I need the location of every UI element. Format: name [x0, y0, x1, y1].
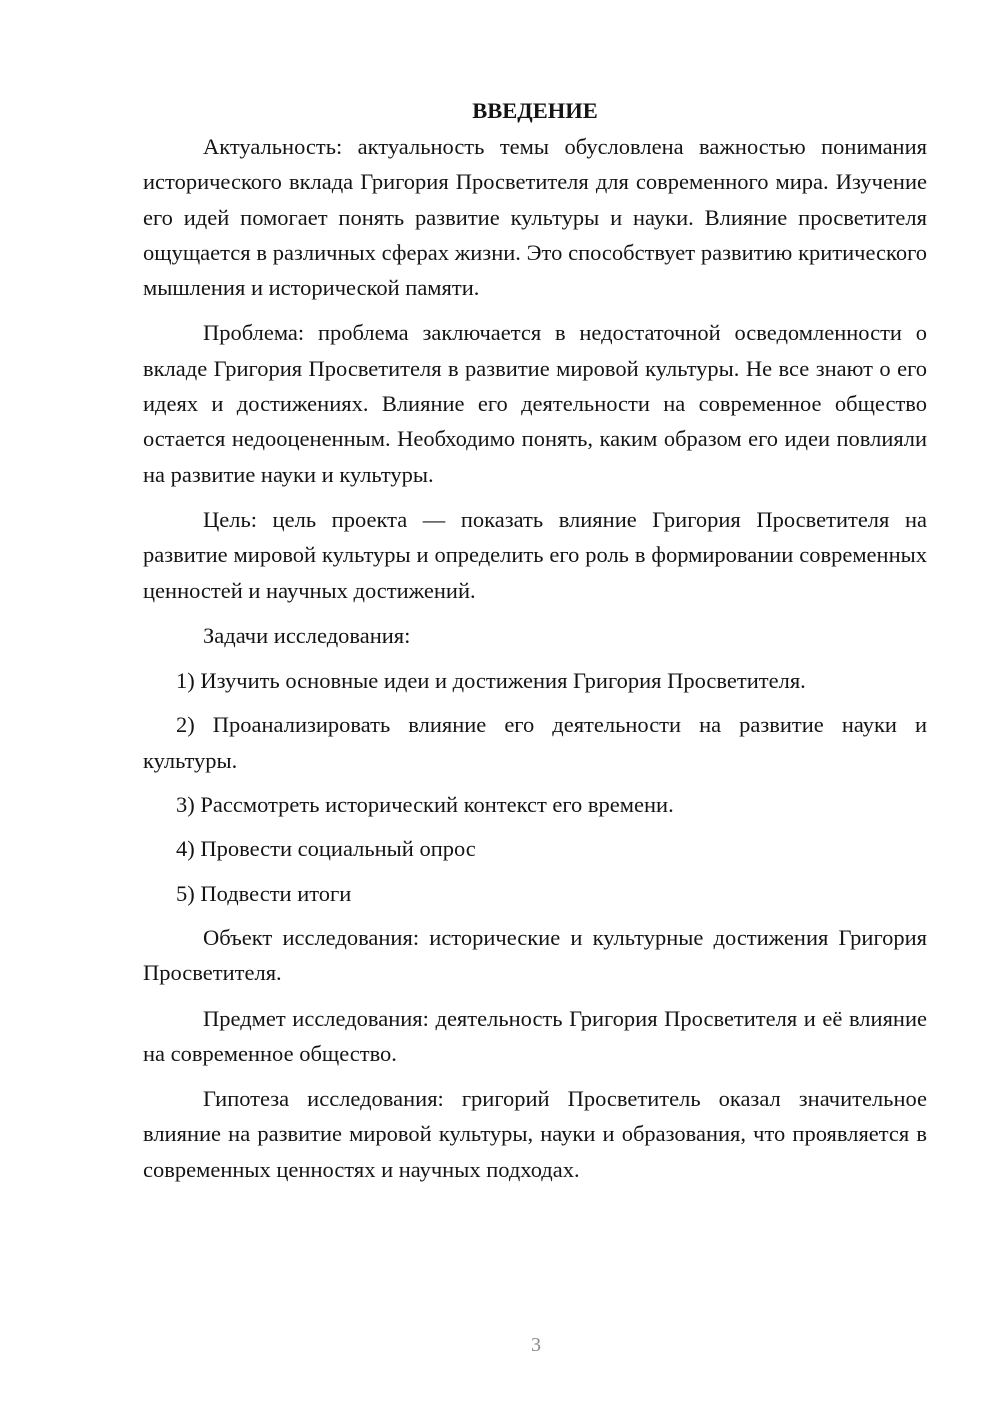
tasks-heading: Задачи исследования:: [203, 622, 411, 648]
object-paragraph: Объект исследования: исторические и культурные достижения Григория Просветителя.: [143, 924, 927, 986]
task-item: 2) Проанализировать влияние его деятельности на развитие науки и культуры.: [143, 712, 927, 773]
page-content: [143, 93, 927, 1197]
task-item: 1) Изучить основные идеи и достижения Григория Просветителя.: [176, 668, 806, 694]
page-number: 3: [531, 1334, 541, 1356]
task-item: 5) Подвести итоги: [176, 880, 352, 906]
subject-paragraph: Предмет исследования: деятельность Григория Просветителя и её влияние на современное общество.: [143, 1005, 927, 1066]
task-item: 3) Рассмотреть исторический контекст его времени.: [176, 792, 674, 818]
section-title: ВВЕДЕНИЕ: [472, 98, 598, 123]
relevance-paragraph: Актуальность: актуальность темы обусловлена важностью понимания исторического вклада Григория Просветителя для современного мира. Изучение его идей помогает понять развитие культуры и науки. Влияние просветителя ощущается в различных сферах жизни. Это способствует развитию критического мышления и исторической памяти.: [143, 134, 927, 301]
goal-paragraph: Цель: цель проекта — показать влияние Григория Просветителя на развитие мировой культуры и определить его роль в формировании современных ценностей и научных достижений.: [143, 506, 927, 603]
hypothesis-paragraph: Гипотеза исследования: григорий Просветитель оказал значительное влияние на развитие мировой культуры, науки и образования, что проявляется в современных ценностях и научных подходах.: [143, 1086, 927, 1182]
problem-paragraph: Проблема: проблема заключается в недостаточной осведомленности о вкладе Григория Просветителя в развитие мировой культуры. Не все знают о его идеях и достижениях. Влияние его деятельности на современное общество остается недооцененным. Необходимо понять, каким образом его идеи повлияли на развитие науки и культуры.: [143, 320, 927, 487]
task-item: 4) Провести социальный опрос: [176, 836, 476, 862]
